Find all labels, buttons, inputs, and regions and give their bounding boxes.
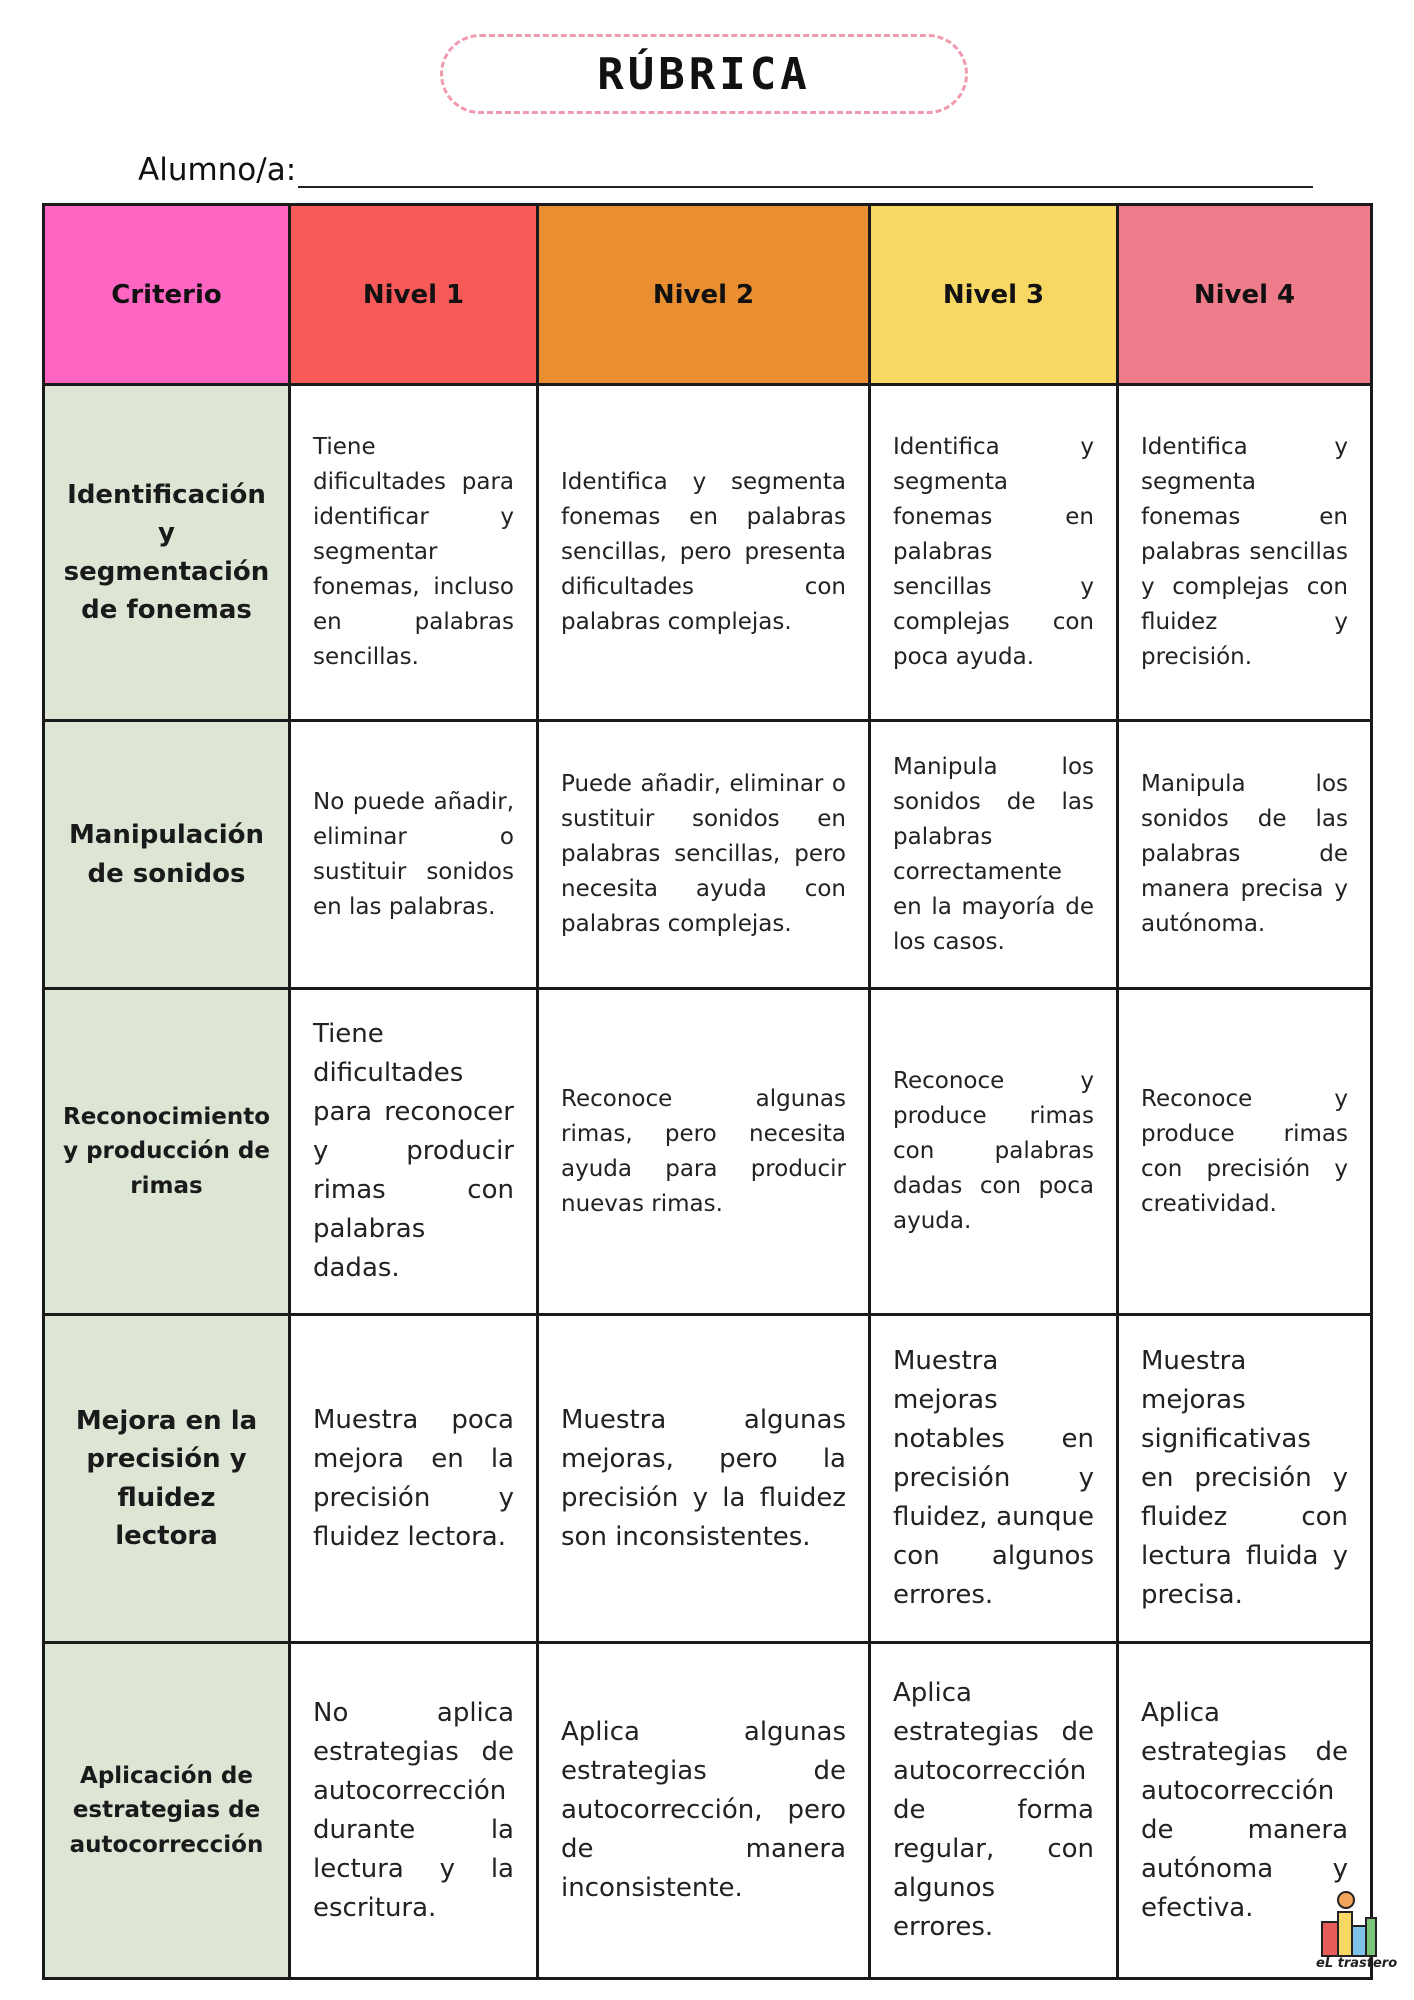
level-cell: Aplica algunas estrategias de autocorrección, pero de manera inconsistente. xyxy=(538,1643,870,1979)
level-cell: Aplica estrategias de autocorrección de manera autónoma y efectiva. xyxy=(1118,1643,1372,1979)
header-nivel-3: Nivel 3 xyxy=(870,205,1118,385)
student-name-line[interactable] xyxy=(298,148,1313,188)
level-cell: Manipula los sonidos de las palabras correctamente en la mayoría de los casos. xyxy=(870,721,1118,989)
logo-text: eL trastero xyxy=(1316,1956,1398,1971)
level-cell: Identifica y segmenta fonemas en palabras sencillas y complejas con poca ayuda. xyxy=(870,385,1118,721)
header-nivel-4: Nivel 4 xyxy=(1118,205,1372,385)
level-cell: Tiene dificultades para identificar y segmentar fonemas, incluso en palabras sencillas. xyxy=(290,385,538,721)
level-cell: Identifica y segmenta fonemas en palabras sencillas y complejas con fluidez y precisión. xyxy=(1118,385,1372,721)
criterion-cell: Aplicación de estrategias de autocorrección xyxy=(44,1643,290,1979)
level-cell: Muestra poca mejora en la precisión y fluidez lectora. xyxy=(290,1315,538,1643)
criterion-cell: Mejora en la precisión y fluidez lectora xyxy=(44,1315,290,1643)
level-cell: No puede añadir, eliminar o sustituir sonidos en las palabras. xyxy=(290,721,538,989)
table-row xyxy=(44,721,1372,989)
table-row xyxy=(44,1643,1372,1979)
level-cell: Muestra mejoras significativas en precisión y fluidez con lectura fluida y precisa. xyxy=(1118,1315,1372,1643)
level-cell: Muestra mejoras notables en precisión y fluidez, aunque con algunos errores. xyxy=(870,1315,1118,1643)
table-row xyxy=(44,1315,1372,1643)
criterion-cell: Identificación y segmentación de fonemas xyxy=(44,385,290,721)
criterion-cell: Manipulación de sonidos xyxy=(44,721,290,989)
level-cell: Puede añadir, eliminar o sustituir sonidos en palabras sencillas, pero necesita ayuda con palabras complejas. xyxy=(538,721,870,989)
level-cell: Identifica y segmenta fonemas en palabras sencillas, pero presenta dificultades con palabras complejas. xyxy=(538,385,870,721)
header-nivel-2: Nivel 2 xyxy=(538,205,870,385)
level-cell: Tiene dificultades para reconocer y producir rimas con palabras dadas. xyxy=(290,989,538,1315)
level-cell: Aplica estrategias de autocorrección de forma regular, con algunos errores. xyxy=(870,1643,1118,1979)
level-cell: Manipula los sonidos de las palabras de manera precisa y autónoma. xyxy=(1118,721,1372,989)
level-cell: Muestra algunas mejoras, pero la precisión y la fluidez son inconsistentes. xyxy=(538,1315,870,1643)
header-criterio: Criterio xyxy=(44,205,290,385)
table-row xyxy=(44,385,1372,721)
student-name-row xyxy=(138,140,1313,188)
header-row xyxy=(44,205,1372,385)
header-nivel-1: Nivel 1 xyxy=(290,205,538,385)
level-cell: Reconoce y produce rimas con palabras dadas con poca ayuda. xyxy=(870,989,1118,1315)
title-frame xyxy=(440,34,968,114)
student-label: Alumno/a: xyxy=(138,152,297,188)
rubric-table xyxy=(42,203,1373,1980)
table-row xyxy=(44,989,1372,1315)
level-cell: Reconoce algunas rimas, pero necesita ayuda para producir nuevas rimas. xyxy=(538,989,870,1315)
level-cell: No aplica estrategias de autocorrección durante la lectura y la escritura. xyxy=(290,1643,538,1979)
page-title: RÚBRICA xyxy=(597,48,811,100)
level-cell: Reconoce y produce rimas con precisión y creatividad. xyxy=(1118,989,1372,1315)
criterion-cell: Reconocimiento y producción de rimas xyxy=(44,989,290,1315)
